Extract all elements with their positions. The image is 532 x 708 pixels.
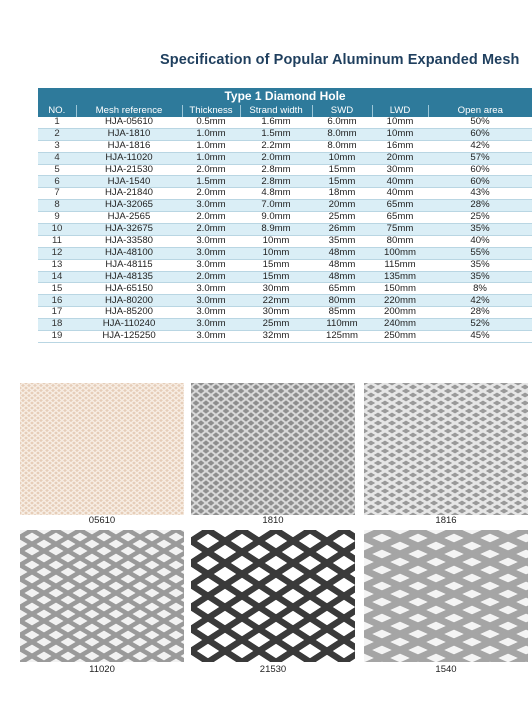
table-cell: 1.0mm [182,140,240,152]
table-cell: HJA-85200 [76,307,182,319]
table-cell: 2.0mm [240,152,312,164]
table-row [38,176,532,188]
table-cell: 200mm [372,307,428,319]
table-cell: 6 [38,176,76,188]
table-cell: 10mm [240,247,312,259]
table-cell: 8 [38,200,76,212]
table-cell: 6.0mm [312,117,372,128]
table-cell: 35% [428,259,532,271]
table-cell: 15mm [240,259,312,271]
table-cell: HJA-11020 [76,152,182,164]
column-header: Open area [428,105,532,117]
column-header: LWD [372,105,428,117]
table-cell: 125mm [312,331,372,343]
table-cell: 5 [38,164,76,176]
table-cell: HJA-33580 [76,235,182,247]
column-header: SWD [312,105,372,117]
table-body [38,117,532,342]
spec-table [38,88,532,343]
table-cell: 22mm [240,295,312,307]
table-cell: 150mm [372,283,428,295]
table-cell: 42% [428,140,532,152]
table-row [38,331,532,343]
table-cell: 220mm [372,295,428,307]
table-cell: 80mm [372,235,428,247]
table-cell: 1.6mm [240,117,312,128]
table-cell: 115mm [372,259,428,271]
table-cell: 2.8mm [240,176,312,188]
table-cell: 2 [38,128,76,140]
table-cell: HJA-32675 [76,224,182,236]
mesh-photo-1816 [364,383,528,515]
mesh-photo-label: 21530 [259,664,287,675]
table-cell: 1.0mm [182,128,240,140]
table-cell: 52% [428,319,532,331]
table-cell: 55% [428,247,532,259]
table-cell: 48mm [312,247,372,259]
table-cell: 18 [38,319,76,331]
table-row [38,164,532,176]
table-cell: 30mm [240,283,312,295]
mesh-photo-1810 [191,383,355,515]
table-cell: 2.0mm [182,188,240,200]
table-row [38,140,532,152]
table-cell: HJA-1540 [76,176,182,188]
table-cell: 13 [38,259,76,271]
table-cell: 110mm [312,319,372,331]
table-cell: 15mm [240,271,312,283]
table-row [38,319,532,331]
table-cell: 43% [428,188,532,200]
table-cell: 20mm [312,200,372,212]
table-cell: 10 [38,224,76,236]
table-cell: 2.0mm [182,212,240,224]
table-cell: HJA-21530 [76,164,182,176]
table-cell: 2.8mm [240,164,312,176]
column-header: Strand width [240,105,312,117]
table-cell: 26mm [312,224,372,236]
table-cell: 4.8mm [240,188,312,200]
table-cell: 25% [428,212,532,224]
table-row [38,224,532,236]
table-cell: 20mm [372,152,428,164]
table-cell: 8.0mm [312,140,372,152]
table-row [38,152,532,164]
table-cell: 15mm [312,164,372,176]
mesh-photo-11020 [20,530,184,662]
table-cell: 30mm [372,164,428,176]
mesh-photo-1540 [364,530,528,662]
table-cell: 4 [38,152,76,164]
table-cell: HJA-48115 [76,259,182,271]
table-cell: 15mm [312,176,372,188]
table-cell: 3 [38,140,76,152]
table-cell: 8.0mm [312,128,372,140]
table-cell: 32mm [240,331,312,343]
table-cell: 14 [38,271,76,283]
table-row [38,247,532,259]
table-cell: 135mm [372,271,428,283]
table-caption: Type 1 Diamond Hole [38,88,532,105]
table-header-row [38,105,532,117]
mesh-photo-05610 [20,383,184,515]
table-cell: HJA-1816 [76,140,182,152]
table-cell: HJA-80200 [76,295,182,307]
table-cell: 2.0mm [182,271,240,283]
table-row [38,235,532,247]
table-cell: 9.0mm [240,212,312,224]
table-cell: HJA-32065 [76,200,182,212]
table-cell: 10mm [372,128,428,140]
table-cell: 75mm [372,224,428,236]
mesh-photo-label: 05610 [88,515,116,526]
table-cell: 2.2mm [240,140,312,152]
table-cell: 40% [428,235,532,247]
table-cell: 3.0mm [182,331,240,343]
table-cell: 1.5mm [240,128,312,140]
table-cell: 8% [428,283,532,295]
table-cell: HJA-125250 [76,331,182,343]
table-cell: 60% [428,164,532,176]
table-row [38,283,532,295]
table-cell: 7 [38,188,76,200]
table-cell: 85mm [312,307,372,319]
table-row [38,128,532,140]
table-cell: 240mm [372,319,428,331]
table-cell: HJA-05610 [76,117,182,128]
table-cell: 2.0mm [182,164,240,176]
table-cell: 35mm [312,235,372,247]
table-cell: 28% [428,200,532,212]
table-cell: HJA-48135 [76,271,182,283]
table-cell: HJA-2565 [76,212,182,224]
table-cell: 16 [38,295,76,307]
table-cell: 18mm [312,188,372,200]
table-cell: 3.0mm [182,307,240,319]
table-cell: 1 [38,117,76,128]
table-row [38,200,532,212]
table-cell: 28% [428,307,532,319]
table-cell: 50% [428,117,532,128]
table-cell: 10mm [312,152,372,164]
table-cell: 65mm [312,283,372,295]
table-cell: 40mm [372,188,428,200]
table-cell: HJA-48100 [76,247,182,259]
table-cell: 48mm [312,259,372,271]
table-cell: 80mm [312,295,372,307]
table-cell: 60% [428,176,532,188]
table-cell: 3.0mm [182,295,240,307]
table-cell: 0.5mm [182,117,240,128]
table-cell: 65mm [372,212,428,224]
mesh-photo-21530 [191,530,355,662]
table-cell: 57% [428,152,532,164]
table-cell: 19 [38,331,76,343]
table-cell: HJA-65150 [76,283,182,295]
table-cell: HJA-1810 [76,128,182,140]
table-row [38,212,532,224]
table-row [38,117,532,128]
table-cell: 3.0mm [182,247,240,259]
table-cell: 45% [428,331,532,343]
table-cell: 9 [38,212,76,224]
table-cell: 3.0mm [182,200,240,212]
table-cell: 3.0mm [182,319,240,331]
table-cell: 100mm [372,247,428,259]
table-cell: 2.0mm [182,224,240,236]
table-cell: 1.0mm [182,152,240,164]
table-cell: 10mm [240,235,312,247]
table-cell: HJA-21840 [76,188,182,200]
mesh-photo-label: 1816 [435,515,457,526]
table-cell: 35% [428,271,532,283]
table-cell: 42% [428,295,532,307]
table-row [38,295,532,307]
table-cell: 17 [38,307,76,319]
table-cell: 250mm [372,331,428,343]
table-cell: 8.9mm [240,224,312,236]
table-cell: 11 [38,235,76,247]
table-cell: 60% [428,128,532,140]
table-cell: 16mm [372,140,428,152]
table-cell: 3.0mm [182,259,240,271]
table-cell: 3.0mm [182,235,240,247]
page-title: Specification of Popular Aluminum Expanded Mesh [160,52,520,68]
table-cell: 65mm [372,200,428,212]
table-cell: 7.0mm [240,200,312,212]
table-cell: 3.0mm [182,283,240,295]
table-cell: 30mm [240,307,312,319]
table-row [38,188,532,200]
table-cell: 35% [428,224,532,236]
column-header: Thickness [182,105,240,117]
column-header: NO. [38,105,76,117]
table-row [38,307,532,319]
table-cell: 48mm [312,271,372,283]
table-cell: 40mm [372,176,428,188]
column-header: Mesh reference [76,105,182,117]
table-row [38,271,532,283]
table-cell: HJA-110240 [76,319,182,331]
mesh-photo-label: 1540 [435,664,457,675]
mesh-photo-label: 1810 [262,515,284,526]
table-cell: 25mm [312,212,372,224]
table-cell: 1.5mm [182,176,240,188]
table-row [38,259,532,271]
table-cell: 25mm [240,319,312,331]
mesh-photo-label: 11020 [89,664,115,675]
table-cell: 12 [38,247,76,259]
table-cell: 10mm [372,117,428,128]
table-cell: 15 [38,283,76,295]
